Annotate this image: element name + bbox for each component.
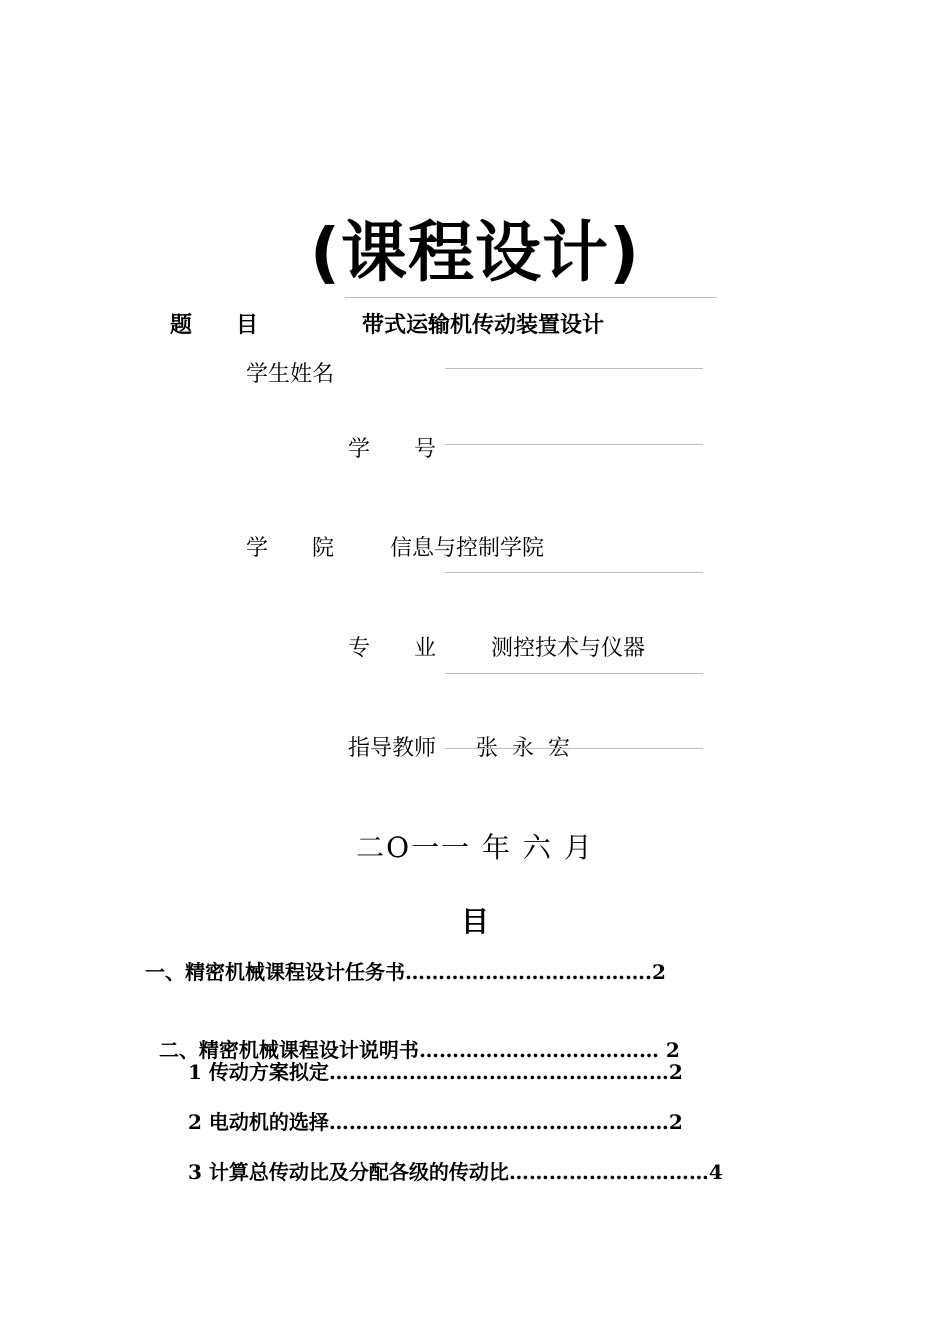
advisor-value: 张 永 宏 <box>476 736 570 761</box>
topic-label: 题 目 <box>170 312 259 338</box>
college-line <box>445 572 703 573</box>
major-value: 测控技术与仪器 <box>491 636 646 661</box>
toc-entry-text: 1 传动方案拟定 <box>188 1060 329 1084</box>
toc-entry-text: 二、精密机械课程设计说明书 <box>158 1038 419 1062</box>
toc-entry <box>188 1108 683 1136</box>
toc-entry-leader: ……………………………… <box>418 1038 659 1062</box>
student-id-line <box>445 444 703 445</box>
advisor-label: 指导教师 <box>348 736 437 761</box>
toc-entry-text: 一、精密机械课程设计任务书 <box>145 960 405 984</box>
student-id-label: 学 号 <box>348 437 437 462</box>
college-value: 信息与控制学院 <box>390 536 545 561</box>
toc-entry-page: 4 <box>708 1160 723 1184</box>
toc-entry-text: 3 计算总传动比及分配各级的传动比 <box>188 1160 509 1184</box>
title-underline <box>345 297 717 298</box>
cover-date: 二O一一 年 六 月 <box>356 831 594 864</box>
toc-entry <box>145 1008 680 1064</box>
student-name-label: 学生姓名 <box>246 362 335 387</box>
toc-entry <box>145 958 666 986</box>
toc-entry-leader: …………………………………………… <box>328 1060 669 1084</box>
toc-heading: 目 <box>460 905 489 938</box>
toc-entry-page: 2 <box>651 960 666 984</box>
toc-entry <box>188 1158 723 1186</box>
toc-entry-text: 2 电动机的选择 <box>188 1110 329 1134</box>
toc-entry-page: 2 <box>658 1038 680 1062</box>
toc-entry-leader: ………………………… <box>508 1160 709 1184</box>
toc-entry-page: 2 <box>668 1110 683 1134</box>
college-label: 学 院 <box>246 536 335 561</box>
toc-entry-page: 2 <box>668 1060 683 1084</box>
page-title: (课程设计) <box>309 214 641 291</box>
advisor-line <box>445 748 703 749</box>
toc-entry <box>188 1058 683 1086</box>
toc-entry-leader: ………………………………. <box>405 960 652 984</box>
toc-entry-leader: …………………………………………… <box>328 1110 669 1134</box>
major-line <box>445 673 703 674</box>
topic-value: 带式运输机传动装置设计 <box>362 312 605 338</box>
student-name-line <box>445 368 703 369</box>
major-label: 专 业 <box>348 636 437 661</box>
